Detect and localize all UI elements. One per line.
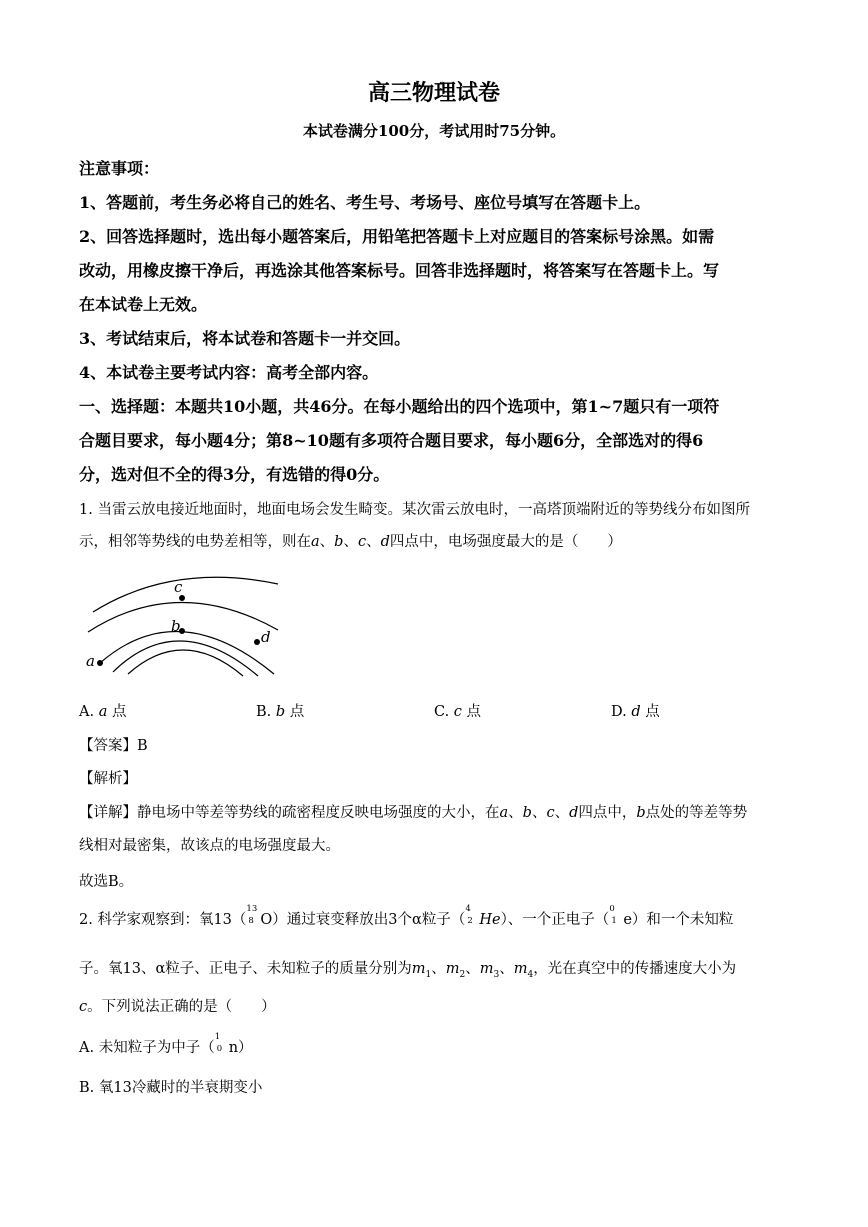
oxygen-13-symbol: 13 8: [246, 904, 258, 926]
notice-item-1: 1、答题前，考生务必将自己的姓名、考生号、考场号、座位号填写在答题卡上。: [79, 193, 651, 212]
exam-subtitle: 本试卷满分100分，考试用时75分钟。: [302, 122, 566, 140]
equipotential-line-2: [88, 602, 278, 632]
q1-stem-line-1: 1. 当雷云放电接近地面时，地面电场会发生畸变。某次雷云放电时，一高塔顶端附近的等势线分布如图所: [79, 502, 750, 518]
q1-detail-line-2: 线相对最密集，故该点的电场强度最大。: [79, 838, 340, 854]
q1-detail-line-1: 【详解】静电场中等差等势线的疏密程度反映电场强度的大小，在a、b、c、d四点中，b点处的等差等势: [79, 805, 748, 821]
notice-item-3: 3、考试结束后，将本试卷和答题卡一并交回。: [79, 329, 411, 348]
notice-item-2-line-1: 2、回答选择题时，选出每小题答案后，用铅笔把答题卡上对应题目的答案标号涂黑。如需: [79, 227, 715, 246]
q1-option-b: B. b 点: [256, 704, 305, 720]
q2-option-b: B. 氧13冷藏时的半衰期变小: [79, 1080, 263, 1096]
q1-stem-line-2: 示，相邻等势线的电势差相等，则在a、b、c、d四点中，电场强度最大的是（ ）: [79, 534, 622, 550]
equipotential-diagram: [78, 570, 308, 680]
point-a-label: a: [86, 652, 95, 670]
point-d-label: d: [261, 628, 271, 646]
point-b-label: b: [171, 617, 181, 635]
q2-option-a: A. 未知粒子为中子（ 1 0 n）: [79, 1032, 253, 1056]
equipotential-line-1: [93, 577, 278, 612]
section-1-line-3: 分，选对但不全的得3分，有选错的得0分。: [79, 465, 390, 484]
positron-symbol: 0 1: [609, 904, 617, 926]
q1-conclusion: 故选B。: [79, 874, 134, 890]
q2-stem-line-2: 子。氧13、α粒子、正电子、未知粒子的质量分别为$m_1$、$m_2$、$m_3$、$m_4$，光在真空中的传播速度大小为: [79, 961, 737, 980]
q1-option-a: A. a 点: [79, 704, 127, 720]
point-c-label: c: [174, 578, 183, 596]
notice-heading: 注意事项：: [79, 159, 160, 178]
page-title: 高三物理试卷: [367, 80, 500, 106]
neutron-symbol: 1 0: [214, 1032, 223, 1054]
notice-item-4: 4、本试卷主要考试内容：高考全部内容。: [79, 363, 379, 382]
helium-4-symbol: 4 2: [465, 904, 473, 926]
section-1-line-1: 一、选择题：本题共10小题，共46分。在每小题给出的四个选项中，第1~7题只有一项符: [79, 397, 720, 416]
q1-answer: 【答案】B: [79, 738, 148, 754]
q1-option-c: C. c 点: [434, 704, 482, 720]
q1-option-d: D. d 点: [611, 704, 660, 720]
section-1-line-2: 合题目要求，每小题4分；第8~10题有多项符合题目要求，每小题6分，全部选对的得6: [79, 431, 704, 450]
notice-item-2-line-2: 改动，用橡皮擦干净后，再选涂其他答案标号。回答非选择题时，将答案写在答题卡上。写: [79, 261, 720, 280]
q2-stem-line-3: c。下列说法正确的是（ ）: [79, 999, 276, 1015]
notice-item-2-line-3: 在本试卷上无效。: [79, 295, 208, 314]
point-d-dot: [254, 639, 260, 645]
point-a-dot: [97, 660, 103, 666]
q2-stem-line-1: 2. 科学家观察到：氧13（ 13 8 O）通过衰变释放出3个α粒子（ 4 2 He）、一个正电子（ 0 1 e）和一个未知粒: [79, 904, 734, 928]
q1-analysis-heading: 【解析】: [79, 771, 137, 787]
